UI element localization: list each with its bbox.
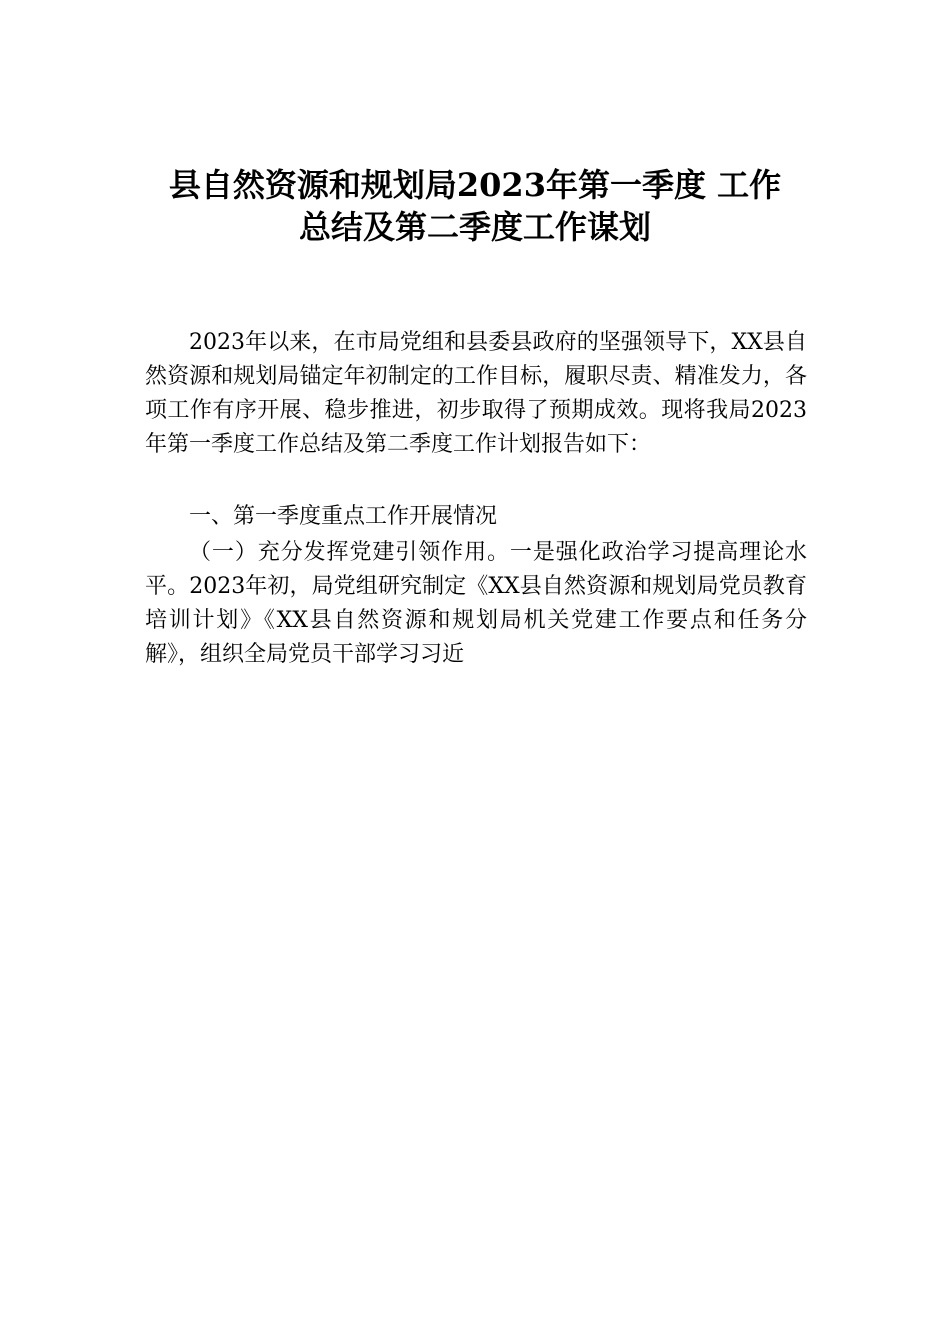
document-title-line2: 总结及第二季度工作谋划 (298, 208, 651, 246)
section-heading: 一、第一季度重点工作开展情况 (189, 504, 498, 529)
body-paragraph: （一）充分发挥党建引领作用。一是强化政治学习提高理论水平。2023年初，局党组研究制定《XX县自然资源和规划局党员教育培训计划》《XX县自然资源和规划局机关党建工作要点和任务分解》，组织全局党员干部学习习近 (145, 540, 807, 667)
document-title-line1: 县自然资源和规划局2023年第一季度 工作 (168, 166, 782, 204)
intro-paragraph: 2023年以来，在市局党组和县委县政府的坚强领导下，XX县自然资源和规划局锚定年初制定的工作目标，履职尽责、精准发力，各项工作有序开展、稳步推进，初步取得了预期成效。现将我局2023年第一季度工作总结及第二季度工作计划报告如下： (145, 330, 807, 457)
